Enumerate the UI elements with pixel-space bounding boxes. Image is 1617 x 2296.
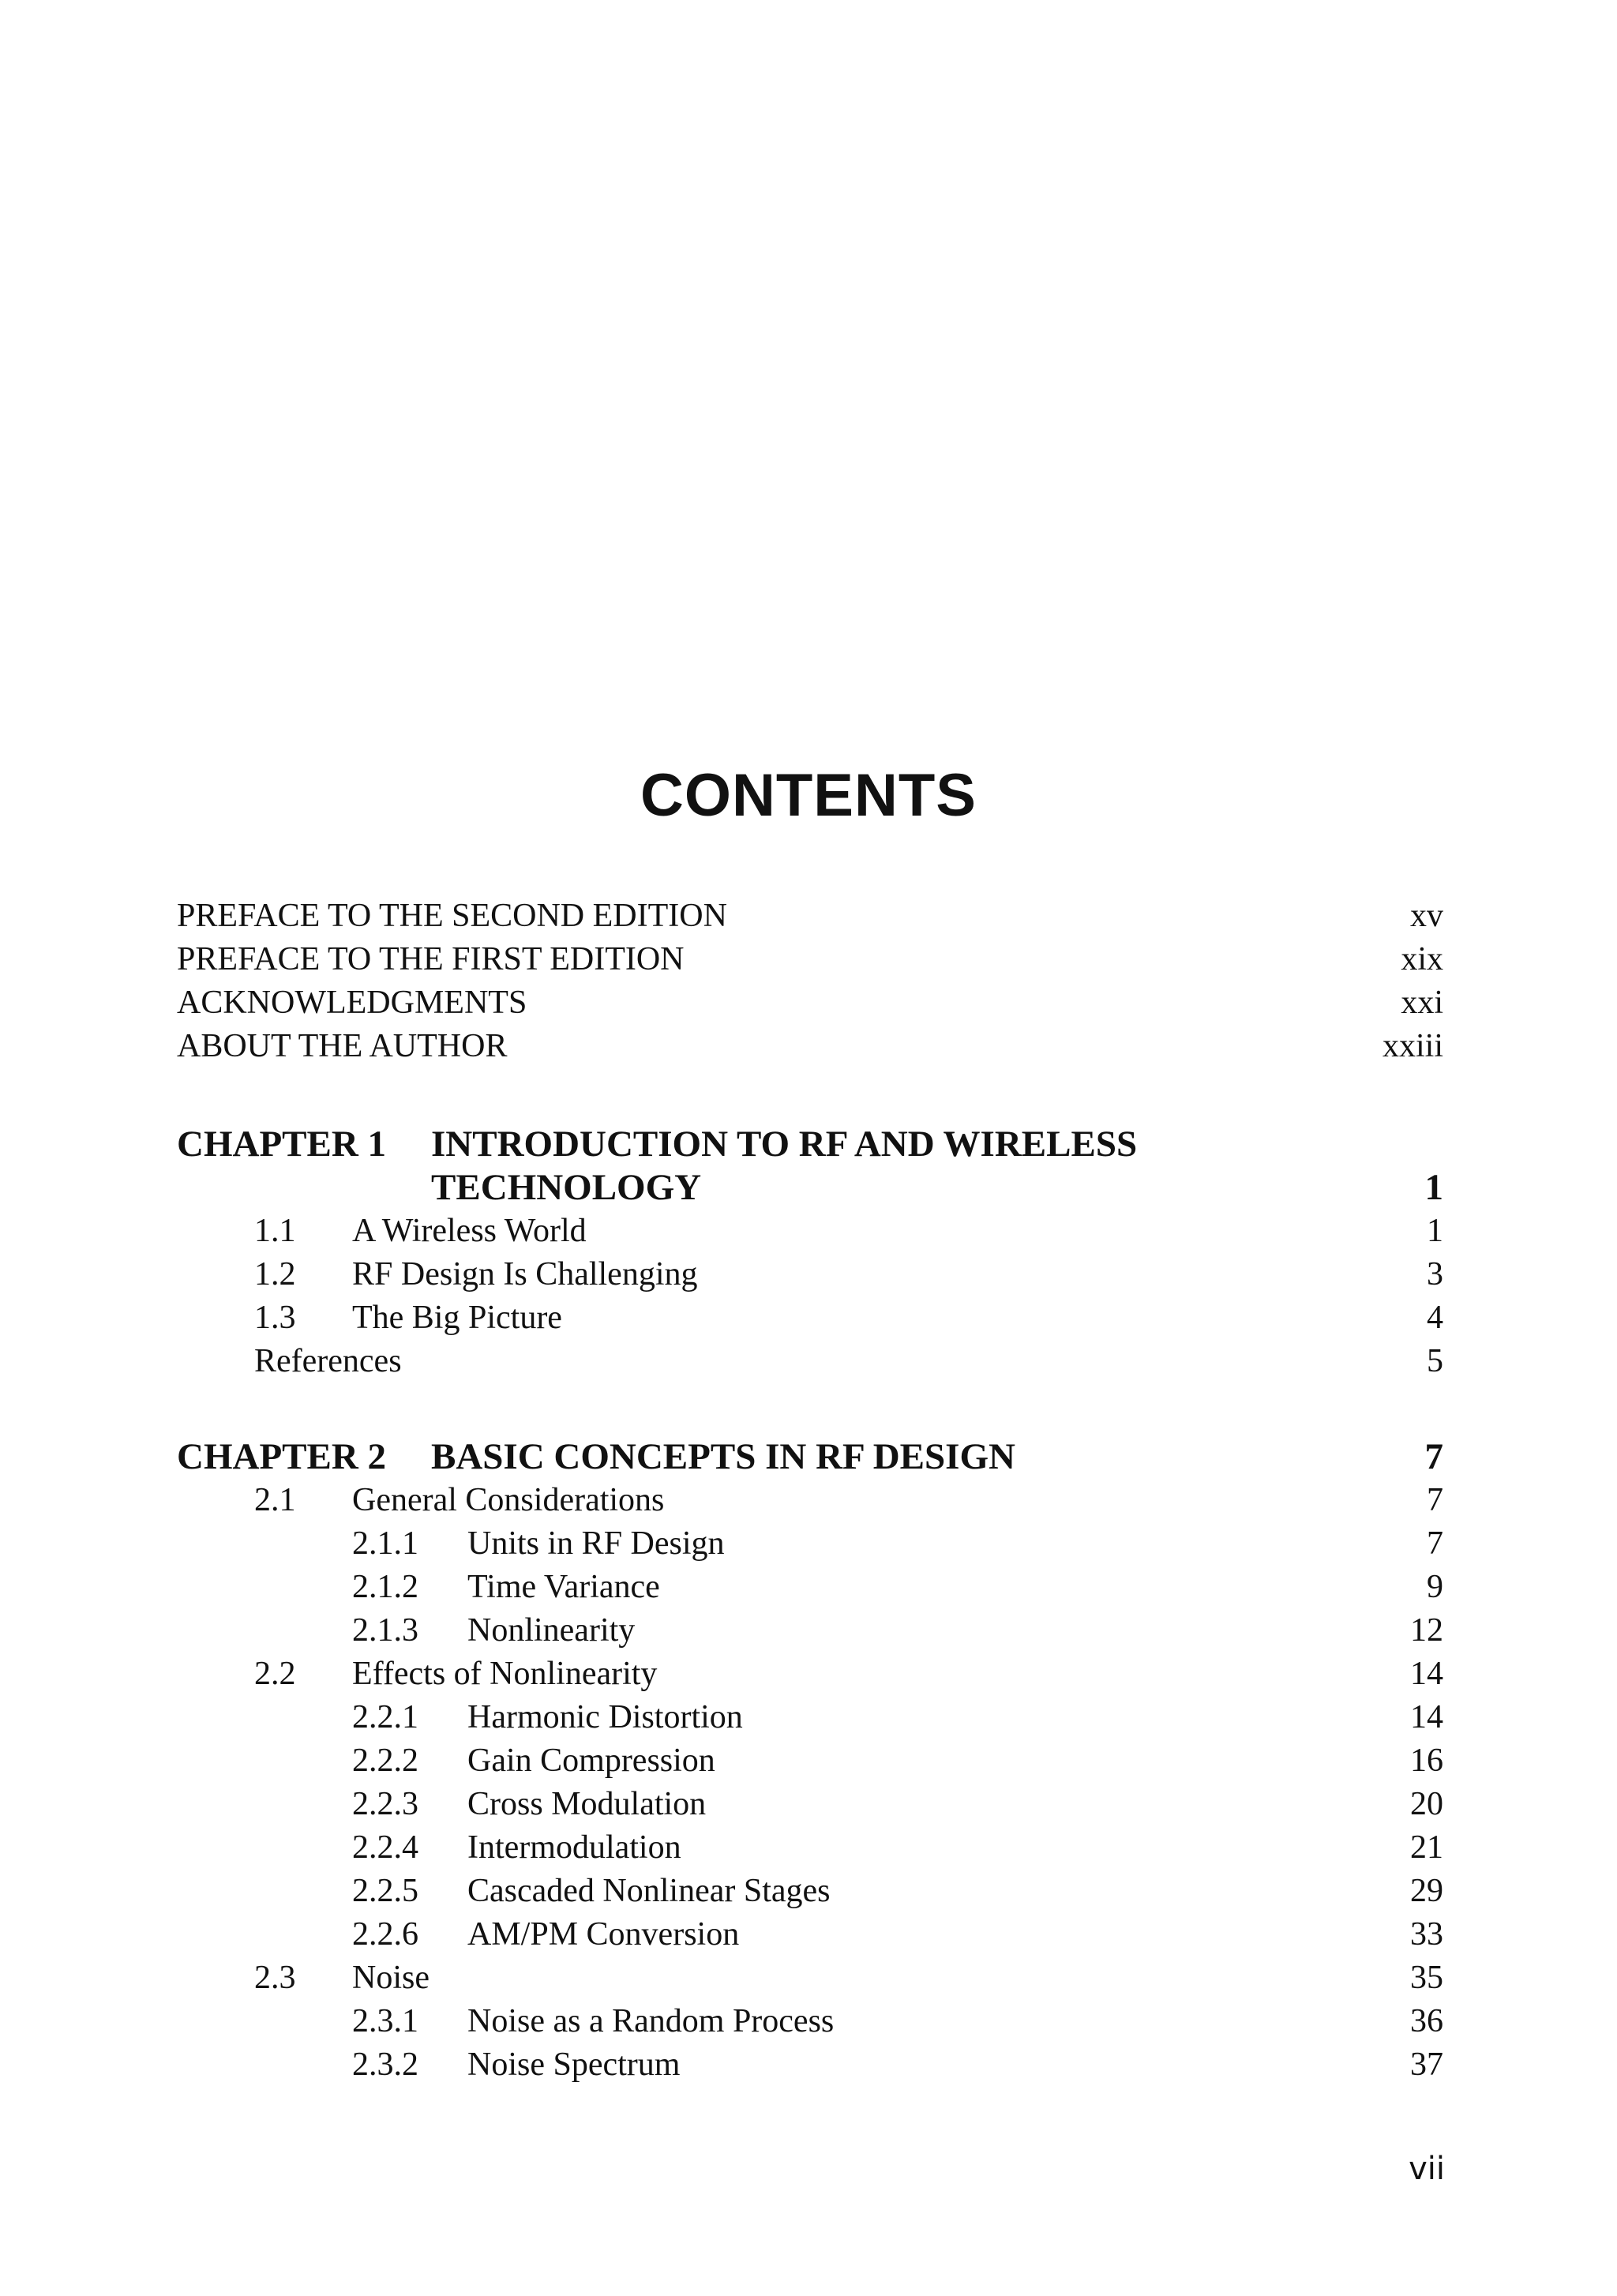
chapter-2-heading[interactable]: [177, 1435, 1443, 1479]
chapter-page: 7: [1424, 1436, 1443, 1477]
toc-entry-section[interactable]: [177, 1653, 1443, 1696]
section-title: A Wireless World: [352, 1213, 587, 1249]
subsection-number: 2.2.5: [352, 1873, 418, 1909]
subsection-page: 7: [1427, 1525, 1443, 1562]
subsection-page: 16: [1410, 1743, 1443, 1779]
subsection-number: 2.1.3: [352, 1612, 418, 1649]
subsection-page: 9: [1427, 1569, 1443, 1605]
toc-entry-page: xix: [1401, 941, 1443, 977]
subsection-number: 2.1.2: [352, 1569, 418, 1605]
subsection-number: 2.2.1: [352, 1699, 418, 1735]
chapter-1-heading-continued[interactable]: [177, 1165, 1443, 1210]
chapter-label: CHAPTER 2: [177, 1436, 387, 1477]
section-page: 1: [1427, 1213, 1443, 1249]
section-title: General Considerations: [352, 1482, 665, 1518]
subsection-title: Noise Spectrum: [467, 2047, 681, 2083]
toc-entry-subsection[interactable]: [177, 1870, 1443, 1913]
subsection-page: 33: [1410, 1916, 1443, 1953]
toc-entry-preface-first[interactable]: [177, 938, 1443, 981]
references-page: 5: [1427, 1343, 1443, 1379]
section-number: 2.3: [254, 1960, 296, 1996]
front-matter-list: [177, 895, 1443, 1068]
section-page: 4: [1427, 1300, 1443, 1336]
section-title: RF Design Is Challenging: [352, 1256, 698, 1292]
section-number: 1.3: [254, 1300, 296, 1336]
toc-entry-subsection[interactable]: [177, 1826, 1443, 1870]
toc-entry-section[interactable]: [177, 1253, 1443, 1296]
section-page: 7: [1427, 1482, 1443, 1518]
chapter-title: INTRODUCTION TO RF AND WIRELESS: [431, 1124, 1138, 1165]
subsection-title: Units in RF Design: [467, 1525, 725, 1562]
chapter-title: BASIC CONCEPTS IN RF DESIGN: [431, 1436, 1015, 1477]
chapter-2-block: [177, 1435, 1443, 2087]
subsection-number: 2.1.1: [352, 1525, 418, 1562]
toc-entry-preface-second[interactable]: [177, 895, 1443, 938]
subsection-number: 2.2.3: [352, 1786, 418, 1822]
section-page: 3: [1427, 1256, 1443, 1292]
subsection-title: Nonlinearity: [467, 1612, 636, 1649]
toc-entry-page: xxiii: [1382, 1028, 1443, 1064]
toc-entry-title: PREFACE TO THE SECOND EDITION: [177, 898, 727, 934]
section-page: 14: [1410, 1656, 1443, 1692]
section-number: 1.2: [254, 1256, 296, 1292]
toc-entry-about-author[interactable]: [177, 1025, 1443, 1068]
subsection-title: Gain Compression: [467, 1743, 715, 1779]
subsection-number: 2.2.2: [352, 1743, 418, 1779]
toc-entry-subsection[interactable]: [177, 1522, 1443, 1566]
section-title: The Big Picture: [352, 1300, 562, 1336]
references-title: References: [254, 1343, 402, 1379]
subsection-title: Harmonic Distortion: [467, 1699, 743, 1735]
subsection-title: AM/PM Conversion: [467, 1916, 740, 1953]
subsection-title: Noise as a Random Process: [467, 2003, 835, 2039]
page-title: CONTENTS: [640, 762, 977, 829]
toc-entry-subsection[interactable]: [177, 1913, 1443, 1956]
toc-entry-subsection[interactable]: [177, 1783, 1443, 1826]
subsection-page: 20: [1410, 1786, 1443, 1822]
section-title: Noise: [352, 1960, 430, 1996]
table-of-contents: [177, 895, 1443, 2087]
section-title: Effects of Nonlinearity: [352, 1656, 658, 1692]
section-number: 2.1: [254, 1482, 296, 1518]
subsection-number: 2.3.2: [352, 2047, 418, 2083]
toc-entry-title: ABOUT THE AUTHOR: [177, 1028, 508, 1064]
subsection-page: 37: [1410, 2047, 1443, 2083]
subsection-title: Cross Modulation: [467, 1786, 707, 1822]
toc-entry-subsection[interactable]: [177, 1566, 1443, 1609]
chapter-page: 1: [1424, 1167, 1443, 1208]
toc-entry-subsection[interactable]: [177, 1739, 1443, 1783]
section-number: 1.1: [254, 1213, 296, 1249]
toc-entry-title: ACKNOWLEDGMENTS: [177, 985, 527, 1021]
toc-entry-subsection[interactable]: [177, 1696, 1443, 1739]
chapter-1-heading[interactable]: [177, 1124, 1443, 1165]
subsection-page: 12: [1410, 1612, 1443, 1649]
chapter-label: CHAPTER 1: [177, 1124, 387, 1165]
toc-entry-title: PREFACE TO THE FIRST EDITION: [177, 941, 685, 977]
toc-entry-section[interactable]: [177, 1210, 1443, 1253]
subsection-title: Time Variance: [467, 1569, 660, 1605]
toc-entry-references[interactable]: [177, 1340, 1443, 1383]
toc-entry-section[interactable]: [177, 1479, 1443, 1522]
subsection-page: 36: [1410, 2003, 1443, 2039]
subsection-title: Cascaded Nonlinear Stages: [467, 1873, 831, 1909]
chapter-title: TECHNOLOGY: [431, 1167, 702, 1208]
toc-entry-page: xv: [1410, 898, 1443, 934]
subsection-page: 29: [1410, 1873, 1443, 1909]
page-number: vii: [1409, 2151, 1445, 2187]
section-number: 2.2: [254, 1656, 296, 1692]
subsection-page: 21: [1410, 1829, 1443, 1866]
toc-entry-section[interactable]: [177, 1296, 1443, 1340]
toc-entry-subsection[interactable]: [177, 2043, 1443, 2087]
subsection-number: 2.3.1: [352, 2003, 418, 2039]
toc-entry-subsection[interactable]: [177, 2000, 1443, 2043]
section-page: 35: [1410, 1960, 1443, 1996]
subsection-number: 2.2.4: [352, 1829, 418, 1866]
subsection-title: Intermodulation: [467, 1829, 681, 1866]
toc-entry-page: xxi: [1401, 985, 1443, 1021]
toc-entry-section[interactable]: [177, 1956, 1443, 2000]
toc-entry-subsection[interactable]: [177, 1609, 1443, 1653]
subsection-number: 2.2.6: [352, 1916, 418, 1953]
chapter-1-block: [177, 1124, 1443, 1383]
subsection-page: 14: [1410, 1699, 1443, 1735]
toc-entry-acknowledgments[interactable]: [177, 981, 1443, 1025]
